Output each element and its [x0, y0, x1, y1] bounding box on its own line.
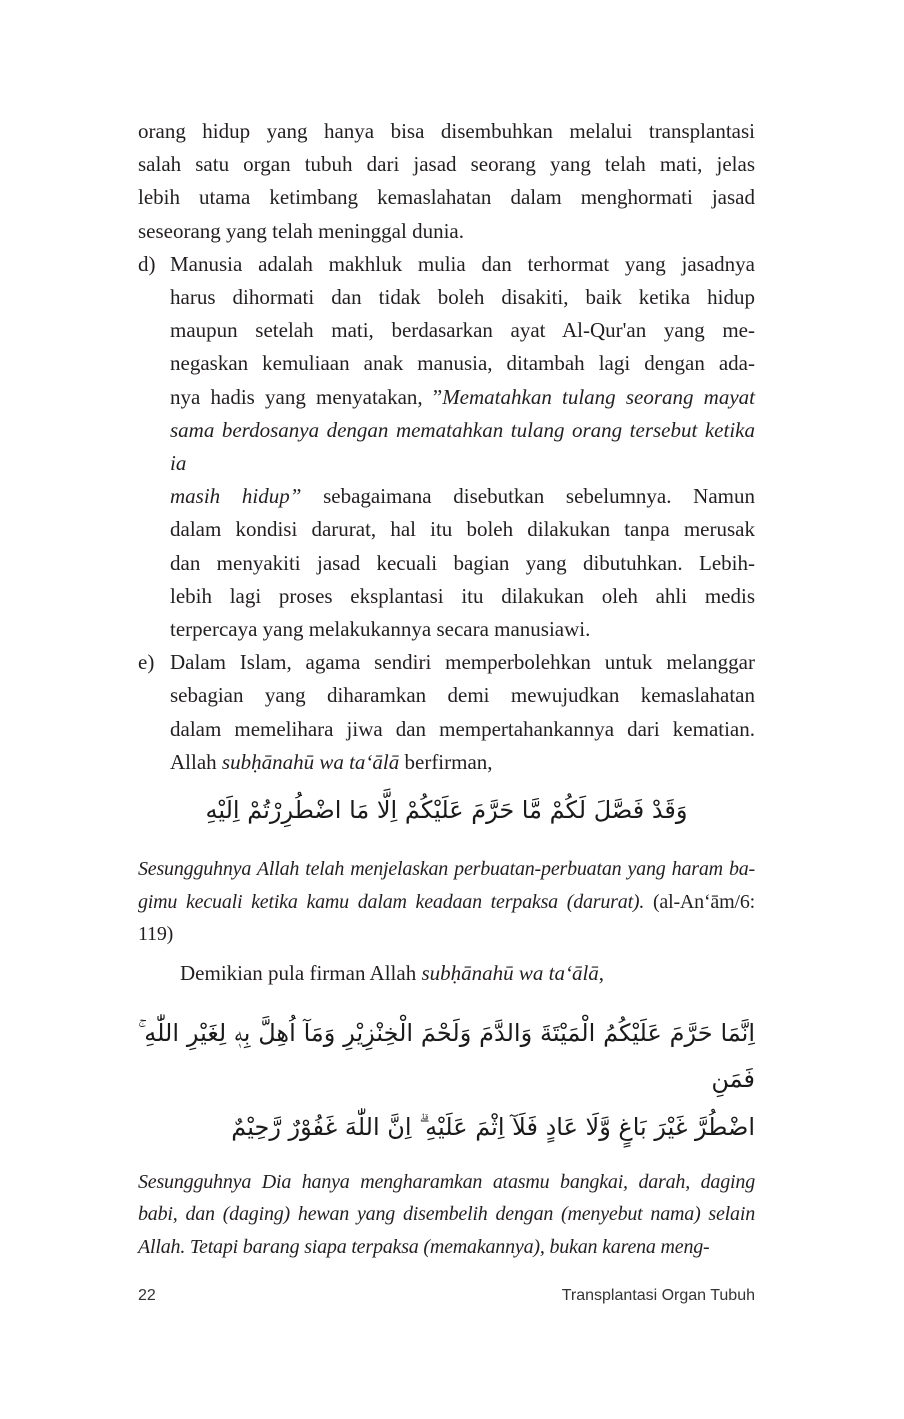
text: dalam kondisi darurat, hal itu boleh dilakukan tanpa merusak [170, 517, 755, 542]
text-line [138, 181, 755, 214]
text: , [598, 960, 605, 985]
text-line [138, 480, 755, 513]
text-line [138, 215, 755, 248]
text: Demikian pula firman Allah [138, 960, 422, 985]
list-marker: e) [138, 650, 155, 675]
text: 119) [138, 923, 174, 946]
text-line [138, 679, 755, 712]
text-line [138, 746, 755, 779]
text-line [138, 613, 755, 646]
text: salah satu organ tubuh dari jasad seorang yang telah mati, jelas [138, 152, 755, 177]
text: dalam memelihara jiwa dan mempertahankannya dari kematian. [170, 716, 755, 741]
text: maupun setelah mati, berdasarkan ayat Al-Qur'an yang me- [170, 318, 755, 343]
italic-text: masih hidup” [170, 484, 302, 509]
text-line [138, 347, 755, 380]
text: harus dihormati dan tidak boleh disakiti, baik ketika hidup [170, 285, 755, 310]
arabic-verse-line-2: اضْطُرَّ غَيْرَ بَاغٍ وَّلَا عَادٍ فَلَآ اِثْمَ عَلَيْهِ ۗ اِنَّ اللّٰهَ غَفُوْرٌ رَّحِيْمٌ [231, 1112, 755, 1141]
text: Dalam Islam, agama sendiri memperbolehkan untuk melanggar [170, 650, 755, 675]
text-line [138, 547, 755, 580]
italic-text: Allah. Tetapi barang siapa terpaksa (memakannya), bukan karena meng- [138, 1235, 710, 1258]
italic-text: Sesungguhnya Dia hanya mengharamkan atasmu bangkai, darah, daging [138, 1170, 755, 1193]
text: seseorang yang telah meninggal dunia. [138, 218, 464, 243]
text: (al-An‘ām/6: [644, 890, 755, 913]
text-line [138, 1231, 755, 1264]
text-line [138, 414, 755, 480]
text-line [138, 886, 755, 919]
running-title: Transplantasi Organ Tubuh [561, 1287, 755, 1305]
list-item-e [138, 646, 755, 779]
italic-text: Sesungguhnya Allah telah menjelaskan perbuatan-perbuatan yang haram ba- [138, 858, 755, 881]
text: nya hadis yang menyatakan, ” [170, 384, 443, 409]
text-line [138, 513, 755, 546]
text: dan menyakiti jasad kecuali bagian yang dibutuhkan. Lebih- [170, 550, 755, 575]
paragraph-demikian [138, 957, 755, 990]
page-number: 22 [138, 1287, 156, 1305]
text-line [138, 281, 755, 314]
text: Allah [170, 749, 222, 774]
text-line [138, 853, 755, 886]
text-line [138, 646, 755, 679]
text-line [138, 381, 755, 414]
text-line [138, 248, 755, 281]
translation-2 [138, 1166, 755, 1264]
text-line [138, 314, 755, 347]
text-line [138, 713, 755, 746]
italic-text: babi, dan (daging) hewan yang disembelih dengan (menyebut nama) selain [138, 1203, 755, 1226]
text-line [138, 580, 755, 613]
italic-text: subḥānahū wa ta‘ālā [221, 749, 400, 774]
text-line [138, 148, 755, 181]
text: sebagian yang diharamkan demi mewujudkan kemaslahatan [170, 683, 755, 708]
italic-text: subḥānahū wa ta‘ālā [421, 960, 599, 985]
arabic-verse-al-anam-119: وَقَدْ فَصَّلَ لَكُمْ مَّا حَرَّمَ عَلَيْكُمْ اِلَّا مَا اضْطُرِرْتُمْ اِلَيْهِ [205, 796, 688, 825]
text: orang hidup yang hanya bisa disembuhkan melalui transplantasi [138, 119, 755, 143]
translation-1 [138, 853, 755, 951]
page-body [138, 115, 755, 1263]
italic-text: Mematahkan tulang seorang mayat [442, 384, 755, 409]
text-line [138, 957, 755, 990]
italic-text: sama berdosanya dengan mematahkan tulang orang tersebut ketika ia [170, 417, 755, 476]
list-item-d [138, 248, 755, 646]
page-footer [138, 1263, 755, 1419]
text-line [138, 115, 755, 148]
text: berfirman, [399, 749, 493, 774]
text: lebih lagi proses eksplantasi itu dilakukan oleh ahli medis [170, 583, 755, 608]
paragraph-continuation [138, 115, 755, 248]
italic-text: gimu kecuali ketika kamu dalam keadaan terpaksa (darurat). [138, 890, 645, 913]
text-line [138, 1198, 755, 1231]
list-marker: d) [138, 251, 156, 276]
text: terpercaya yang melakukannya secara manusiawi. [170, 617, 591, 642]
text: negaskan kemuliaan anak manusia, ditambah lagi dengan ada- [170, 351, 755, 376]
arabic-verse-line-1: اِنَّمَا حَرَّمَ عَلَيْكُمُ الْمَيْتَةَ وَالدَّمَ وَلَحْمَ الْخِنْزِيْرِ وَمَآ اُهِلَّ بِهٖ لِغَيْرِ اللّٰهِ ۚ فَمَنِ [138, 1018, 755, 1093]
text: Manusia adalah makhluk mulia dan terhormat yang jasadnya [170, 251, 755, 276]
text: sebagaimana disebutkan sebelumnya. Namun [301, 484, 755, 509]
text-line [138, 918, 755, 951]
text: lebih utama ketimbang kemaslahatan dalam menghormati jasad [138, 185, 755, 210]
text-line [138, 1166, 755, 1199]
